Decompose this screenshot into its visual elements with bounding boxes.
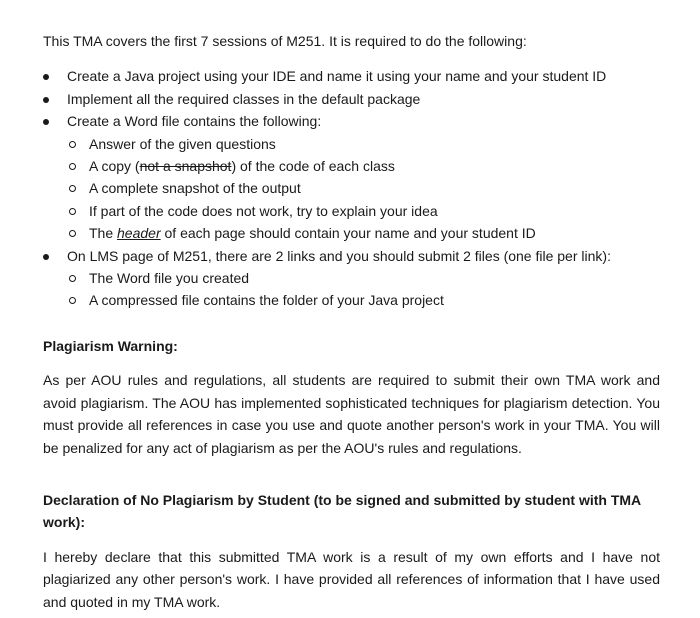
list-item-text: Implement all the required classes in the default package (67, 90, 421, 107)
circle-bullet-icon (69, 141, 76, 148)
circle-bullet-icon (69, 230, 76, 237)
sub-list-item (67, 155, 660, 177)
sub-list-item (67, 222, 660, 244)
declaration-body: I hereby declare that this submitted TMA work is a result of my own efforts and I have not plagiarized any other person's work. I have provided all references of information that I have used and quoted in my TMA work. (43, 548, 660, 610)
sub-list-item-text: Answer of the given questions (89, 135, 276, 152)
circle-bullet-icon (69, 297, 76, 304)
sub-list-item-text-suffix: ) of the code of each class (231, 158, 395, 175)
sub-list-item-text: A compressed file contains the folder of your Java project (89, 292, 444, 309)
list-item (43, 88, 660, 110)
sub-list-item-text: A complete snapshot of the output (89, 180, 301, 197)
sub-list-item (67, 133, 660, 155)
bullet-icon (43, 254, 49, 260)
circle-bullet-icon (69, 163, 76, 170)
bullet-icon (43, 119, 49, 125)
requirements-list (43, 65, 660, 311)
list-item (43, 245, 660, 312)
sub-list-item (67, 177, 660, 199)
sub-list-item (67, 289, 660, 311)
circle-bullet-icon (69, 208, 76, 215)
sub-list-item-text-suffix: of each page should contain your name and your student ID (160, 225, 536, 242)
list-item (43, 110, 660, 244)
sub-list-item (67, 200, 660, 222)
bullet-icon (43, 74, 49, 80)
declaration-heading: Declaration of No Plagiarism by Student (to be signed and submitted by student with TMA work): (43, 491, 641, 531)
emphasized-header-word: header (117, 225, 161, 242)
circle-bullet-icon (69, 275, 76, 282)
list-item-text: On LMS page of M251, there are 2 links and you should submit 2 files (one file per link): (67, 247, 611, 264)
intro-text: This TMA covers the first 7 sessions of M251. It is required to do the following: (43, 33, 527, 49)
plagiarism-body: As per AOU rules and regulations, all students are required to submit their own TMA work and avoid plagiarism. The AOU has implemented sophisticated techniques for plagiarism detection. You must provide all references in case you use and quote another person's work in your TMA. You will be penalized for any act of plagiarism as per the AOU's rules and regulations. (43, 372, 660, 456)
plagiarism-heading: Plagiarism Warning: (43, 337, 178, 354)
sub-list-item-text: If part of the code does not work, try to explain your idea (89, 202, 438, 219)
list-item-text: Create a Word file contains the following: (67, 113, 322, 130)
list-item (43, 65, 660, 87)
submission-files-list (67, 267, 660, 312)
sub-list-item (67, 267, 660, 289)
sub-list-item-text: The Word file you created (89, 270, 250, 287)
sub-list-item-text-prefix: A copy ( (89, 158, 140, 175)
struck-text: not a snapshot (139, 158, 232, 175)
word-file-contents-list (67, 133, 660, 245)
bullet-icon (43, 97, 49, 103)
sub-list-item-text-prefix: The (89, 225, 118, 242)
list-item-text: Create a Java project using your IDE and name it using your name and your student ID (67, 68, 607, 85)
circle-bullet-icon (69, 185, 76, 192)
